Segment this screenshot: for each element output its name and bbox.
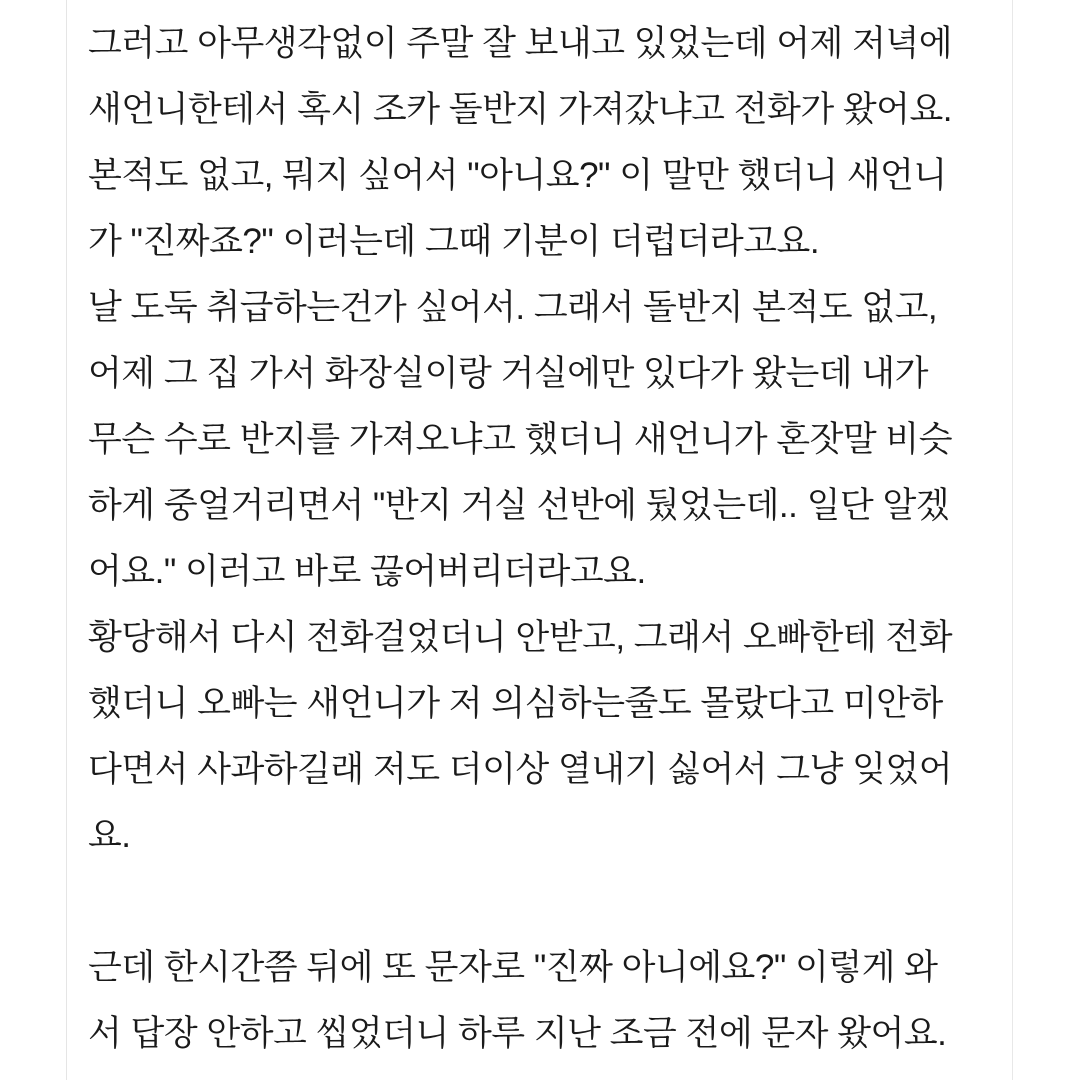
- post-line: 요.: [88, 816, 131, 855]
- post-line: 무슨 수로 반지를 가져오냐고 했더니 새언니가 혼잣말 비슷: [88, 420, 953, 459]
- post-line: 근데 한시간쯤 뒤에 또 문자로 "진짜 아니에요?" 이렇게 와: [88, 948, 938, 987]
- post-line: 가 "진짜죠?" 이러는데 그때 기분이 더럽더라고요.: [88, 222, 820, 261]
- post-line: 다면서 사과하길래 저도 더이상 열내기 싫어서 그냥 잊었어: [88, 750, 953, 789]
- post-line: 새언니한테서 혹시 조카 돌반지 가져갔냐고 전화가 왔어요.: [88, 90, 953, 129]
- post-content-column: [66, 0, 1013, 1080]
- post-line: 어요." 이러고 바로 끊어버리더라고요.: [88, 552, 646, 591]
- post-line: 그러고 아무생각없이 주말 잘 보내고 있었는데 어제 저녁에: [88, 24, 953, 63]
- post-line: 본적도 없고, 뭐지 싶어서 "아니요?" 이 말만 했더니 새언니: [88, 156, 947, 195]
- post-line: 황당해서 다시 전화걸었더니 안받고, 그래서 오빠한테 전화: [88, 618, 953, 657]
- post-line: 서 답장 안하고 씹었더니 하루 지난 조금 전에 문자 왔어요.: [88, 1014, 947, 1053]
- post-line-blank: [88, 869, 994, 935]
- post-line: 했더니 오빠는 새언니가 저 의심하는줄도 몰랐다고 미안하: [88, 684, 943, 723]
- post-line: 날 도둑 취급하는건가 싶어서. 그래서 돌반지 본적도 없고,: [88, 288, 938, 327]
- post-line: 하게 중얼거리면서 "반지 거실 선반에 뒀었는데.. 일단 알겠: [88, 486, 950, 525]
- post-body-text: [67, 0, 1012, 1067]
- post-line: 어제 그 집 가서 화장실이랑 거실에만 있다가 왔는데 내가: [88, 354, 928, 393]
